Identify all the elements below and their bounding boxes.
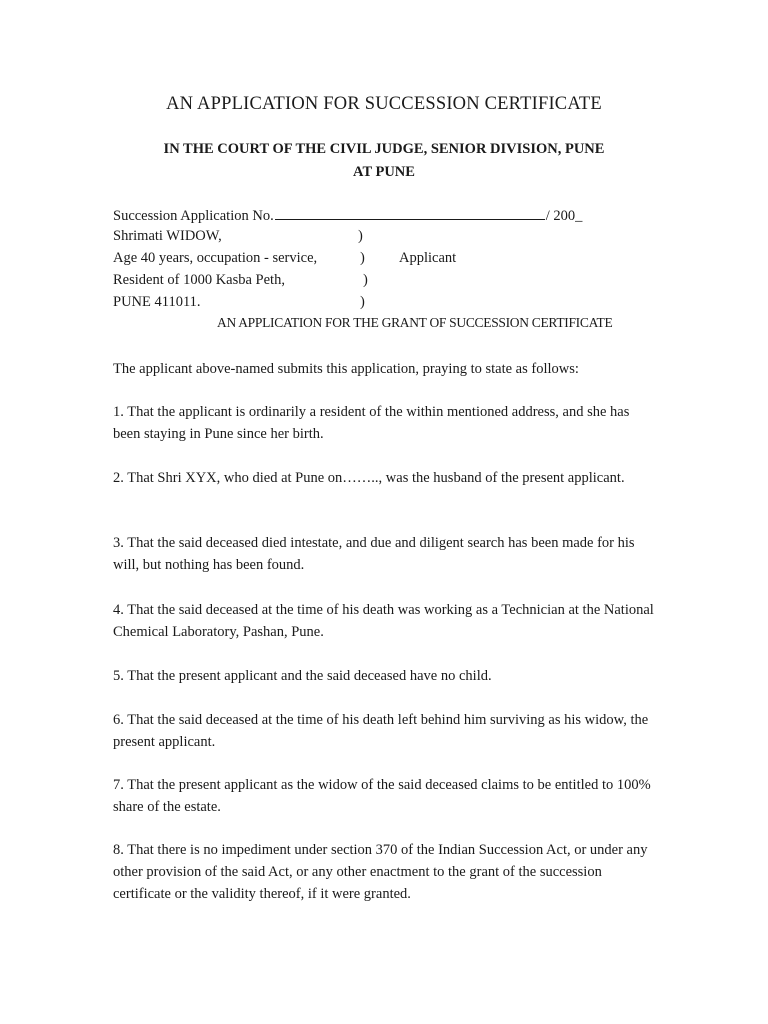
- bracket-2: ): [360, 250, 365, 266]
- applicant-city: PUNE 411011.: [113, 294, 201, 310]
- application-number-blank: [275, 206, 545, 220]
- applicant-age-occupation: Age 40 years, occupation - service,: [113, 250, 318, 266]
- intro-paragraph: The applicant above-named submits this application, praying to state as follows:: [113, 361, 579, 377]
- bracket-3: ): [363, 272, 368, 288]
- application-number-suffix: / 200_: [545, 208, 583, 224]
- paragraph-6: 6. That the said deceased at the time of his death left behind him surviving as his widow, the present applicant.: [113, 712, 649, 750]
- bracket-1: ): [358, 228, 363, 244]
- court-heading-line-1: IN THE COURT OF THE CIVIL JUDGE, SENIOR DIVISION, PUNE: [163, 141, 605, 157]
- paragraph-4: 4. That the said deceased at the time of his death was working as a Technician at the National Chemical Laboratory, Pashan, Pune.: [113, 602, 654, 640]
- paragraph-3: 3. That the said deceased died intestate, and due and diligent search has been made for his will, but nothing has been found.: [113, 535, 635, 573]
- applicant-label: Applicant: [399, 250, 457, 266]
- document-title: AN APPLICATION FOR SUCCESSION CERTIFICATE: [166, 94, 602, 114]
- applicant-residence: Resident of 1000 Kasba Peth,: [113, 272, 285, 288]
- application-number-prefix: Succession Application No.: [113, 208, 274, 224]
- paragraph-1: 1. That the applicant is ordinarily a resident of the within mentioned address, and she has been staying in Pune since her birth.: [113, 404, 630, 442]
- bracket-4: ): [360, 294, 365, 310]
- applicant-name: Shrimati WIDOW,: [113, 228, 222, 244]
- paragraph-7: 7. That the present applicant as the widow of the said deceased claims to be entitled to 100% share of the estate.: [113, 777, 651, 815]
- paragraph-2: 2. That Shri XYX, who died at Pune on…….., was the husband of the present applicant.: [113, 470, 625, 486]
- application-number-line: [113, 206, 582, 225]
- paragraph-8: 8. That there is no impediment under section 370 of the Indian Succession Act, or under any other provision of the said Act, or any other enactment to the grant of the succession certificate or the validity thereof, if it were granted.: [113, 842, 648, 902]
- paragraph-5: 5. That the present applicant and the said deceased have no child.: [113, 668, 492, 684]
- court-heading-line-2: AT PUNE: [353, 164, 415, 180]
- grant-title: AN APPLICATION FOR THE GRANT OF SUCCESSION CERTIFICATE: [217, 315, 613, 330]
